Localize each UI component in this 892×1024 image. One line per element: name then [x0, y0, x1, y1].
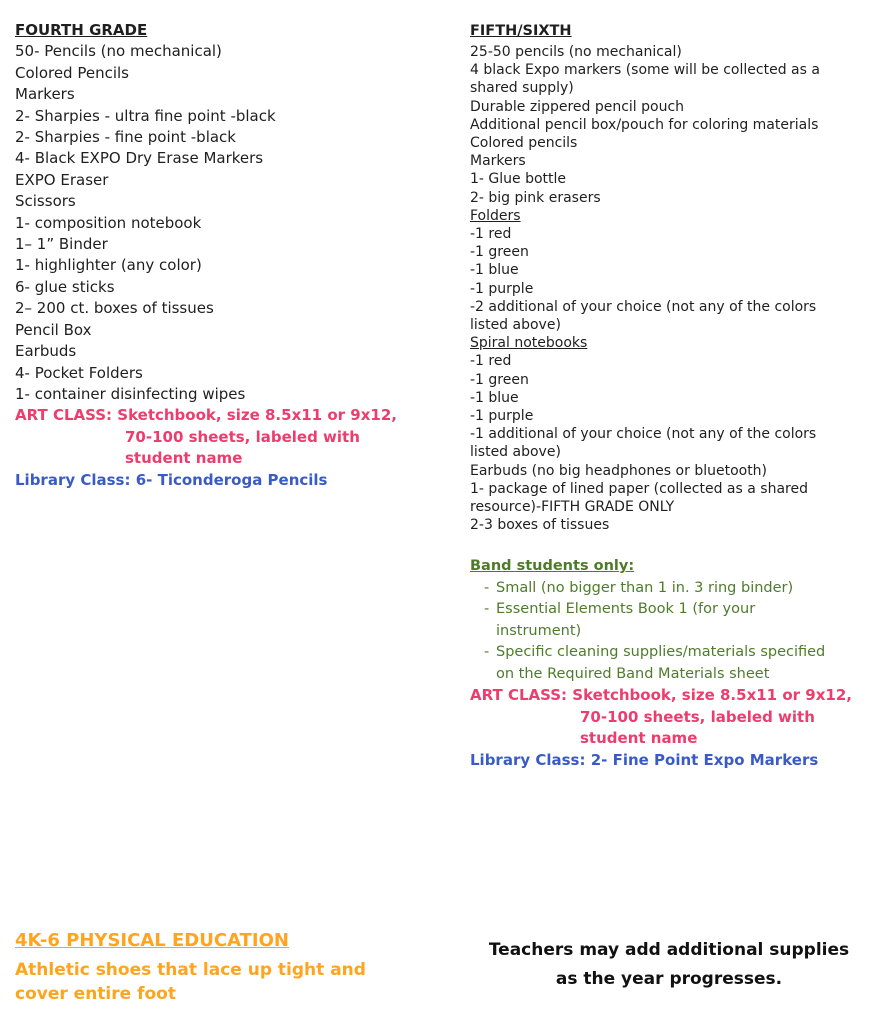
art-class-line: ART CLASS: Sketchbook, size 8.5x11 or 9x12, — [15, 406, 397, 425]
list-item: resource)-FIFTH GRADE ONLY — [470, 499, 675, 516]
list-item: listed above) — [470, 317, 561, 334]
band-students-items — [470, 578, 892, 686]
physical-education-section — [15, 929, 455, 1006]
list-item: Folders — [470, 207, 521, 224]
list-item: Durable zippered pencil pouch — [470, 98, 685, 115]
list-item: Colored Pencils — [15, 63, 129, 82]
band-students-title: Band students only: — [470, 558, 635, 575]
list-item: 6- glue sticks — [15, 277, 115, 296]
list-item: 25-50 pencils (no mechanical) — [470, 44, 682, 60]
art-class-line: student name — [125, 449, 243, 468]
list-item: -1 red — [470, 226, 512, 243]
fourth-grade-library-note: Library Class: 6- Ticonderoga Pencils — [15, 470, 328, 489]
band-item-text: Essential Elements Book 1 (for your — [496, 601, 756, 618]
list-item: Earbuds (no big headphones or bluetooth) — [470, 462, 768, 479]
bullet-dash: - — [484, 644, 490, 661]
fourth-grade-items — [15, 41, 465, 405]
list-item: -1 green — [470, 244, 529, 261]
list-item: -1 purple — [470, 280, 534, 297]
art-class-line: 70-100 sheets, labeled with — [580, 707, 815, 726]
fifth-sixth-items — [470, 43, 892, 534]
band-list-item — [470, 642, 892, 664]
list-item: EXPO Eraser — [15, 170, 109, 189]
band-item-text: Specific cleaning supplies/materials specified — [496, 644, 826, 661]
art-class-line: student name — [580, 729, 698, 748]
physical-education-line: Athletic shoes that lace up tight and — [15, 960, 366, 980]
art-class-line: ART CLASS: Sketchbook, size 8.5x11 or 9x12, — [470, 686, 852, 705]
band-students-section — [470, 556, 892, 685]
list-item: -1 red — [470, 353, 512, 370]
teachers-note — [446, 936, 892, 993]
fourth-grade-art-class-note — [15, 405, 465, 470]
list-item: Markers — [470, 153, 526, 170]
list-item: 4 black Expo markers (some will be collected as a — [470, 62, 820, 79]
fifth-sixth-section — [470, 20, 892, 771]
teachers-note-line: as the year progresses. — [555, 968, 783, 989]
list-item: 1- package of lined paper (collected as a shared — [470, 480, 808, 497]
fifth-sixth-art-class-note — [470, 685, 892, 750]
fourth-grade-section — [15, 20, 465, 491]
band-list-item — [470, 578, 892, 600]
list-item: -1 purple — [470, 408, 534, 425]
bullet-dash — [470, 621, 496, 643]
band-list-item — [470, 599, 892, 621]
band-item-text: on the Required Band Materials sheet — [496, 665, 770, 682]
list-item: -1 green — [470, 371, 529, 388]
fourth-grade-title: FOURTH GRADE — [15, 21, 148, 39]
physical-education-title: 4K-6 PHYSICAL EDUCATION — [15, 930, 289, 951]
band-item-text: Small (no bigger than 1 in. 3 ring binder) — [496, 579, 794, 596]
list-item: Markers — [15, 85, 75, 104]
list-item: 1- container disinfecting wipes — [15, 384, 246, 403]
art-class-line: 70-100 sheets, labeled with — [125, 427, 360, 446]
list-item: 2- Sharpies - ultra fine point -black — [15, 106, 276, 125]
band-item-text: instrument) — [496, 622, 582, 639]
list-item: 2– 200 ct. boxes of tissues — [15, 299, 214, 318]
list-item: 4- Pocket Folders — [15, 363, 143, 382]
physical-education-line: cover entire foot — [15, 983, 176, 1004]
list-item: Earbuds — [15, 342, 77, 361]
bullet-dash: - — [484, 579, 490, 596]
list-item: 1– 1” Binder — [15, 235, 108, 254]
list-item: 1- Glue bottle — [470, 171, 567, 188]
bullet-dash — [470, 664, 496, 686]
list-item: -1 blue — [470, 389, 519, 406]
bullet-dash: - — [484, 601, 490, 618]
band-list-item — [470, 664, 892, 686]
list-item: shared supply) — [470, 80, 574, 97]
list-item: Pencil Box — [15, 320, 92, 339]
band-list-item — [470, 621, 892, 643]
list-item: -1 additional of your choice (not any of the colors — [470, 426, 817, 443]
list-item: 2- Sharpies - fine point -black — [15, 128, 236, 147]
list-item: 4- Black EXPO Dry Erase Markers — [15, 149, 264, 168]
fifth-sixth-library-note: Library Class: 2- Fine Point Expo Markers — [470, 750, 819, 769]
teachers-note-line: Teachers may add additional supplies — [488, 940, 850, 960]
list-item: Colored pencils — [470, 135, 578, 152]
list-item: Scissors — [15, 192, 76, 211]
list-item: 2-3 boxes of tissues — [470, 517, 610, 534]
list-item: Spiral notebooks — [470, 335, 588, 352]
list-item: 1- composition notebook — [15, 213, 202, 232]
list-item: Additional pencil box/pouch for coloring materials — [470, 116, 819, 133]
list-item: 2- big pink erasers — [470, 189, 601, 206]
list-item: 50- Pencils (no mechanical) — [15, 42, 222, 61]
list-item: 1- highlighter (any color) — [15, 256, 202, 275]
list-item: -1 blue — [470, 262, 519, 279]
physical-education-body — [15, 959, 455, 1006]
fifth-sixth-title: FIFTH/SIXTH — [470, 23, 572, 39]
list-item: -2 additional of your choice (not any of the colors — [470, 298, 817, 315]
list-item: listed above) — [470, 444, 561, 461]
